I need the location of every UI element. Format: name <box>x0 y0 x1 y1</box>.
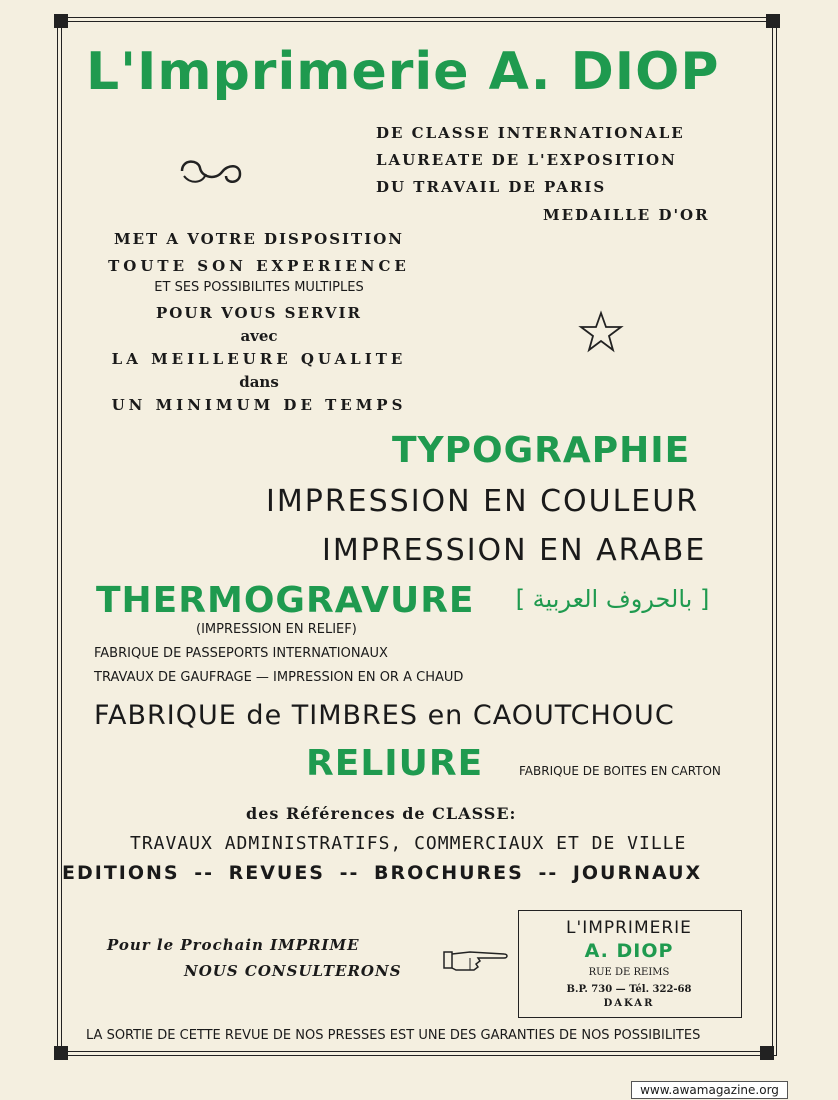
arabic-text: [ بالحروف العربية ] <box>515 585 710 613</box>
address-company: A. DIOP <box>584 940 674 962</box>
pointing-hand-icon <box>442 944 508 976</box>
credential-line: DE CLASSE INTERNATIONALE <box>376 124 685 142</box>
offer-line: UN MINIMUM DE TEMPS <box>111 396 407 414</box>
service-typographie: TYPOGRAPHIE <box>392 430 691 471</box>
service-thermogravure: THERMOGRAVURE <box>96 580 475 621</box>
cta-line: NOUS CONSULTERONS <box>184 962 402 980</box>
service-gaufrage: TRAVAUX DE GAUFRAGE — IMPRESSION EN OR A CHAUD <box>94 670 464 685</box>
references-heading: des Références de CLASSE: <box>246 804 517 823</box>
service-arabe: IMPRESSION EN ARABE <box>322 533 707 568</box>
credential-line: DU TRAVAIL DE PARIS <box>376 178 607 196</box>
address-name: L'IMPRIMERIE <box>566 918 692 938</box>
service-passeports: FABRIQUE DE PASSEPORTS INTERNATIONAUX <box>94 646 388 661</box>
offer-line: LA MEILLEURE QUALITE <box>111 350 407 368</box>
service-relief: (IMPRESSION EN RELIEF) <box>196 622 357 637</box>
cta-line: Pour le Prochain IMPRIME <box>107 936 360 954</box>
flourish-ornament <box>176 154 246 188</box>
address-street: RUE DE REIMS <box>588 967 670 978</box>
watermark-label: www.awamagazine.org <box>631 1081 788 1099</box>
credential-line: LAUREATE DE L'EXPOSITION <box>376 151 677 169</box>
offer-line: MET A VOTRE DISPOSITION <box>113 230 404 248</box>
corner-ornament <box>54 1046 68 1060</box>
service-couleur: IMPRESSION EN COULEUR <box>266 484 700 519</box>
address-contact: B.P. 730 — Tél. 322-68 <box>566 984 692 995</box>
references-line: EDITIONS -- REVUES -- BROCHURES -- JOURNAUX <box>62 862 703 884</box>
offer-line: POUR VOUS SERVIR <box>155 304 362 322</box>
corner-ornament <box>54 14 68 28</box>
offer-line: ET SES POSSIBILITES MULTIPLES <box>154 280 364 295</box>
offer-line: avec <box>240 327 278 345</box>
footer-text: LA SORTIE DE CETTE REVUE DE NOS PRESSES EST UNE DES GARANTIES DE NOS POSSIBILITES <box>86 1028 701 1043</box>
star-icon <box>578 310 624 354</box>
service-reliure: RELIURE <box>306 743 484 784</box>
credential-line: MEDAILLE D'OR <box>543 206 710 224</box>
page-title: L'Imprimerie A. DIOP <box>86 42 720 102</box>
address-city: DAKAR <box>603 998 655 1009</box>
references-line: TRAVAUX ADMINISTRATIFS, COMMERCIAUX ET DE VILLE <box>130 833 687 854</box>
offer-line: dans <box>239 373 279 391</box>
service-timbres: FABRIQUE de TIMBRES en CAOUTCHOUC <box>94 700 675 731</box>
corner-ornament <box>760 1046 774 1060</box>
corner-ornament <box>766 14 780 28</box>
offer-line: TOUTE SON EXPERIENCE <box>108 257 410 275</box>
service-boites: FABRIQUE DE BOITES EN CARTON <box>519 764 721 778</box>
